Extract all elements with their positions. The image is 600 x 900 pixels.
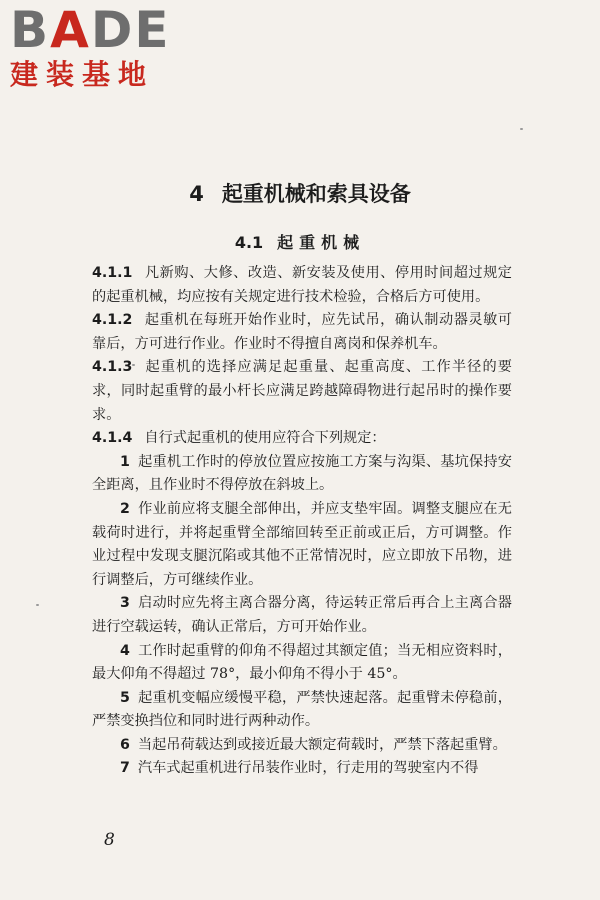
item-text: 起重机变幅应缓慢平稳，严禁快速起落。起重臂未停稳前，严禁变换挡位和同时进行两种动作。: [92, 689, 512, 730]
item-number: 5: [120, 689, 130, 706]
chapter-title: [0, 178, 600, 208]
chapter-number: 4: [189, 182, 204, 206]
section-title-text: 起重机械: [277, 233, 366, 252]
item-text: 工作时起重臂的仰角不得超过其额定值；当无相应资料时，最大仰角不得超过 78°，最小仰角不得小于 45°。: [92, 642, 512, 683]
list-item: [92, 640, 512, 687]
item-number: 3: [120, 595, 130, 612]
item-text: 当起吊荷载达到或接近最大额定荷载时，严禁下落起重臂。: [137, 736, 507, 753]
item-number: 6: [120, 736, 130, 753]
item-number: 4: [120, 642, 130, 659]
clause-text: 起重机的选择应满足起重量、起重高度、工作半径的要求，同时起重臂的最小杆长应满足跨越障碍物进行起吊时的操作要求。: [92, 359, 512, 423]
section-title: [0, 230, 600, 253]
clause-number: 4.1.1: [92, 265, 133, 281]
item-number: 1: [120, 453, 130, 470]
logo-wordmark: BADE: [10, 1, 171, 59]
clause-text: 起重机在每班开始作业时，应先试吊，确认制动器灵敏可靠后，方可进行作业。作业时不得擅自离岗和保养机车。: [92, 312, 512, 352]
clause-number: 4.1.4: [92, 430, 133, 447]
clause-number: 4.1.3: [92, 359, 133, 376]
list-item: [92, 757, 512, 781]
item-text: 汽车式起重机进行吊装作业时，行走用的驾驶室内不得: [137, 760, 479, 777]
list-item: [92, 734, 512, 758]
item-text: 作业前应将支腿全部伸出，并应支垫牢固。调整支腿应在无载荷时进行，并将起重臂全部缩回转至正前或正后，方可调整。作业过程中发现支腿沉陷或其他不正常情况时，应立即放下吊物，进行调整后，方可继续作业。: [92, 500, 512, 588]
chapter-title-text: 起重机械和索具设备: [221, 182, 411, 206]
list-item: [92, 451, 512, 498]
list-item: [92, 687, 512, 734]
clause: [92, 356, 512, 427]
clause: [92, 427, 512, 451]
brand-logo: [10, 1, 180, 92]
item-number: 7: [120, 760, 130, 777]
item-text: 起重机工作时的停放位置应按施工方案与沟渠、基坑保持安全距离，且作业时不得停放在斜坡上。: [92, 453, 512, 494]
body-text: [92, 262, 512, 781]
logo-chinese-name: 建装基地: [10, 58, 155, 91]
clause-number: 4.1.2: [92, 312, 133, 329]
scan-speck: [132, 364, 135, 366]
page-number: 8: [104, 830, 115, 850]
clause-text: 自行式起重机的使用应符合下列规定：: [144, 430, 386, 447]
clause: [92, 309, 512, 356]
clause: [92, 262, 512, 309]
list-item: [92, 592, 512, 639]
scan-speck: [520, 128, 523, 130]
scan-speck: [36, 604, 39, 606]
list-item: [92, 498, 512, 592]
item-number: 2: [120, 500, 130, 517]
section-number: 4.1: [234, 233, 264, 252]
item-text: 启动时应先将主离合器分离，待运转正常后再合上主离合器进行空载运转，确认正常后，方可开始作业。: [92, 595, 512, 635]
clause-text: 凡新购、大修、改造、新安装及使用、停用时间超过规定的起重机械，均应按有关规定进行技术检验，合格后方可使用。: [92, 265, 512, 305]
